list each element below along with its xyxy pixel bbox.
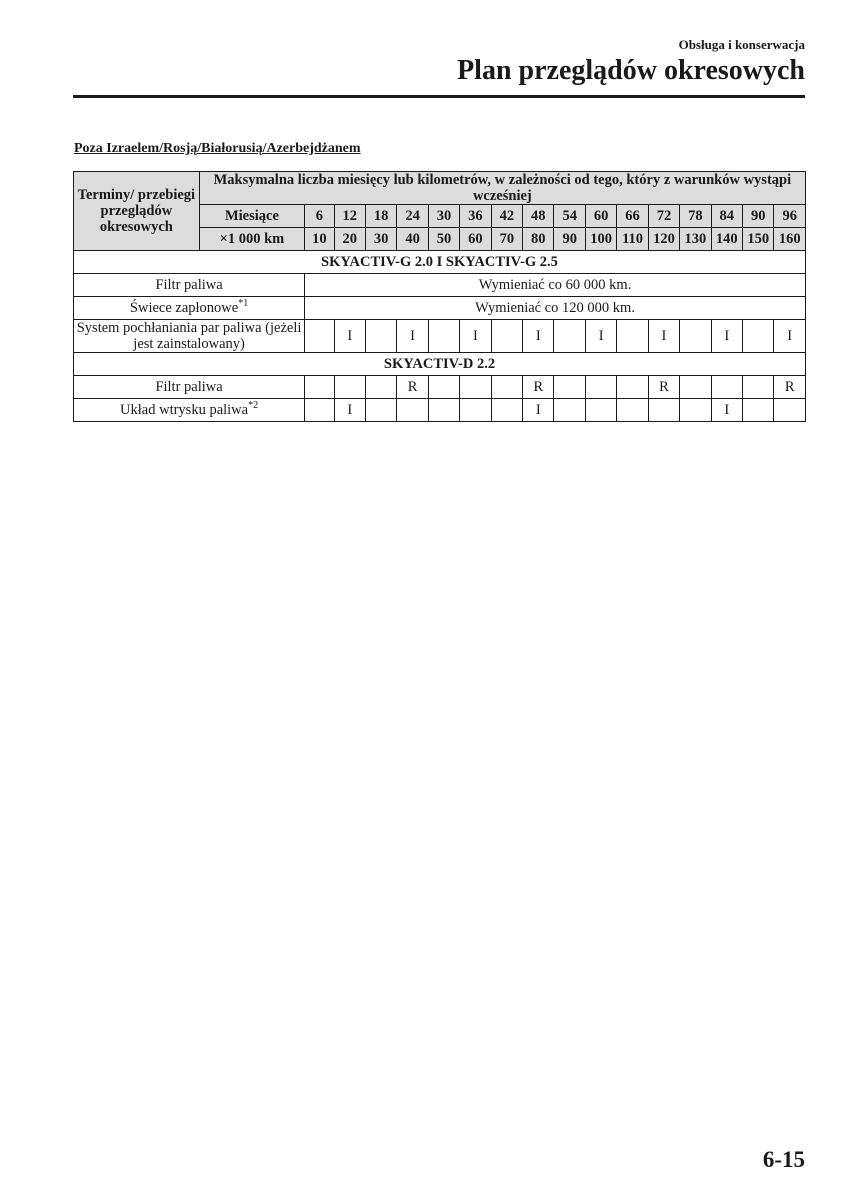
schedule-cell: [554, 376, 585, 399]
schedule-cell: [554, 399, 585, 422]
table-row: [74, 274, 806, 297]
schedule-cell: R: [774, 376, 806, 399]
schedule-cell: [491, 320, 522, 353]
item-label: [74, 376, 305, 399]
km-value: 90: [554, 228, 585, 251]
item-label: [74, 274, 305, 297]
schedule-cell: [305, 399, 334, 422]
schedule-cell: [428, 320, 459, 353]
km-value: 80: [523, 228, 554, 251]
schedule-cell: [648, 399, 679, 422]
group-row: [74, 353, 806, 376]
item-name: Układ wtrysku paliwa: [120, 402, 249, 418]
interval-note: Wymieniać co 60 000 km.: [305, 274, 806, 297]
schedule-cell: I: [523, 320, 554, 353]
schedule-cell: R: [523, 376, 554, 399]
km-value: 10: [305, 228, 334, 251]
months-value: 96: [774, 205, 806, 228]
months-value: 90: [743, 205, 774, 228]
schedule-cell: I: [774, 320, 806, 353]
schedule-cell: [460, 399, 491, 422]
months-value: 66: [617, 205, 648, 228]
km-value: 140: [711, 228, 742, 251]
schedule-cell: [743, 320, 774, 353]
km-value: 130: [680, 228, 711, 251]
months-value: 60: [585, 205, 616, 228]
schedule-cell: [774, 399, 806, 422]
km-value: 60: [460, 228, 491, 251]
interval-label: Terminy/ przebiegi przeglądów okresowych: [74, 172, 200, 251]
km-value: 40: [397, 228, 428, 251]
months-value: 12: [334, 205, 365, 228]
footnote-marker: *1: [238, 298, 249, 310]
schedule-cell: R: [397, 376, 428, 399]
schedule-cell: [491, 376, 522, 399]
item-label: [74, 320, 305, 353]
table-row: [74, 297, 806, 320]
schedule-cell: [554, 320, 585, 353]
max-interval-header: Maksymalna liczba miesięcy lub kilometrów, w zależności od tego, który z warunków wystąpi wcześniej: [199, 172, 805, 205]
schedule-cell: [365, 376, 396, 399]
schedule-cell: [585, 376, 616, 399]
schedule-cell: R: [648, 376, 679, 399]
footnote-marker: *2: [248, 400, 259, 412]
months-value: 84: [711, 205, 742, 228]
schedule-cell: I: [648, 320, 679, 353]
group-row: [74, 251, 806, 274]
schedule-cell: [334, 376, 365, 399]
schedule-cell: [365, 320, 396, 353]
maintenance-schedule-table: [73, 171, 806, 422]
schedule-cell: [743, 376, 774, 399]
item-name: System pochłaniania par paliwa (jeżeli jest zainstalowany): [76, 320, 302, 352]
km-label: ×1 000 km: [199, 228, 304, 251]
page-number: 6-15: [762, 1147, 805, 1172]
schedule-cell: [305, 320, 334, 353]
schedule-cell: [680, 376, 711, 399]
schedule-cell: [585, 399, 616, 422]
page-title: Plan przeglądów okresowych: [457, 55, 805, 86]
schedule-cell: I: [460, 320, 491, 353]
schedule-cell: I: [585, 320, 616, 353]
schedule-cell: [428, 399, 459, 422]
schedule-cell: [680, 399, 711, 422]
months-value: 18: [365, 205, 396, 228]
km-value: 30: [365, 228, 396, 251]
months-label: Miesiące: [199, 205, 304, 228]
schedule-cell: [617, 399, 648, 422]
schedule-cell: [491, 399, 522, 422]
schedule-cell: [680, 320, 711, 353]
schedule-cell: I: [397, 320, 428, 353]
schedule-cell: [397, 399, 428, 422]
km-value: 120: [648, 228, 679, 251]
schedule-cell: [305, 376, 334, 399]
group-name: SKYACTIV-D 2.2: [74, 353, 806, 376]
months-value: 36: [460, 205, 491, 228]
item-label: [74, 297, 305, 320]
header-row-top: [74, 172, 806, 205]
km-value: 150: [743, 228, 774, 251]
table-row: [74, 320, 806, 353]
item-name: Filtr paliwa: [155, 379, 223, 395]
schedule-cell: [617, 320, 648, 353]
km-value: 70: [491, 228, 522, 251]
section-label: Obsługa i konserwacja: [678, 37, 805, 52]
schedule-cell: [460, 376, 491, 399]
schedule-cell: I: [711, 399, 742, 422]
schedule-body: [74, 172, 806, 422]
schedule-cell: [365, 399, 396, 422]
item-label: [74, 399, 305, 422]
schedule-cell: [428, 376, 459, 399]
title-rule: [73, 95, 805, 98]
months-value: 6: [305, 205, 334, 228]
km-value: 20: [334, 228, 365, 251]
km-value: 100: [585, 228, 616, 251]
group-name: SKYACTIV-G 2.0 I SKYACTIV-G 2.5: [74, 251, 806, 274]
months-value: 78: [680, 205, 711, 228]
months-value: 24: [397, 205, 428, 228]
region-title: Poza Izraelem/Rosją/Białorusią/Azerbejdżanem: [74, 141, 361, 156]
schedule-cell: [711, 376, 742, 399]
months-value: 30: [428, 205, 459, 228]
months-value: 72: [648, 205, 679, 228]
table-row: [74, 399, 806, 422]
schedule-cell: [617, 376, 648, 399]
schedule-cell: I: [523, 399, 554, 422]
months-value: 48: [523, 205, 554, 228]
table-row: [74, 376, 806, 399]
months-value: 54: [554, 205, 585, 228]
item-name: Filtr paliwa: [155, 277, 223, 293]
schedule-cell: I: [711, 320, 742, 353]
km-value: 160: [774, 228, 806, 251]
schedule-cell: I: [334, 320, 365, 353]
km-value: 110: [617, 228, 648, 251]
km-value: 50: [428, 228, 459, 251]
item-name: Świece zapłonowe: [129, 300, 239, 316]
months-value: 42: [491, 205, 522, 228]
schedule-cell: I: [334, 399, 365, 422]
schedule-cell: [743, 399, 774, 422]
interval-note: Wymieniać co 120 000 km.: [305, 297, 806, 320]
